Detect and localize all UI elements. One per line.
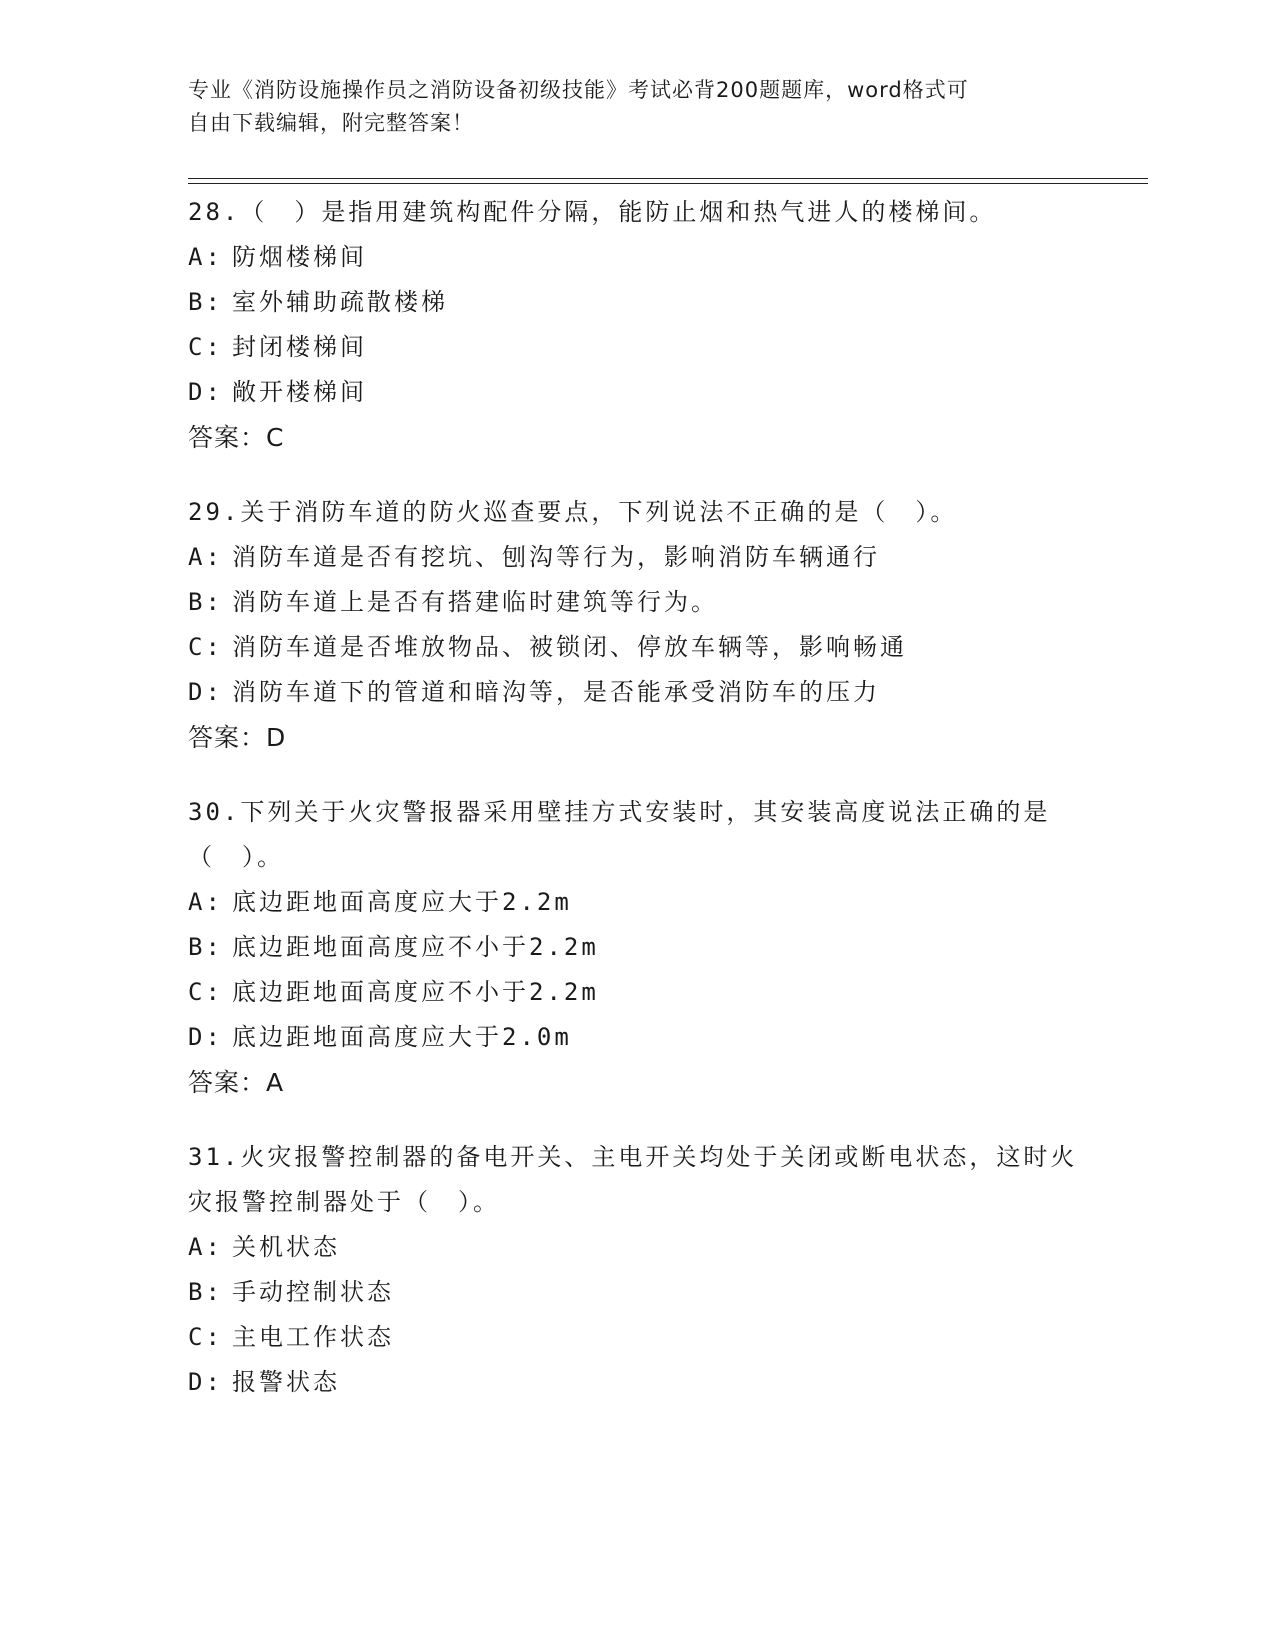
- option-text: 报警状态: [232, 1368, 340, 1396]
- option-a: [188, 235, 1088, 280]
- option-c: [188, 625, 1088, 670]
- option-key: C:: [188, 1323, 223, 1351]
- question-stem: 28.（ ）是指用建筑构配件分隔，能防止烟和热气进人的楼梯间。: [188, 198, 997, 226]
- option-c: [188, 970, 1088, 1015]
- option-text: 敞开楼梯间: [232, 378, 367, 406]
- option-key: A:: [188, 543, 223, 571]
- question-stem: 30.下列关于火灾警报器采用壁挂方式安装时，其安装高度说法正确的是（ ）。: [188, 798, 1051, 871]
- option-text: 室外辅助疏散楼梯: [232, 288, 448, 316]
- option-key: B:: [188, 588, 223, 616]
- question-29: [188, 490, 1088, 760]
- option-a: [188, 535, 1088, 580]
- option-text: 消防车道是否有挖坑、刨沟等行为，影响消防车辆通行: [232, 543, 880, 571]
- option-text: 底边距地面高度应大于2.0m: [232, 1023, 572, 1051]
- question-28: [188, 190, 1088, 460]
- option-b: [188, 925, 1088, 970]
- option-d: [188, 1360, 1088, 1405]
- option-b: [188, 1270, 1088, 1315]
- option-key: C:: [188, 333, 223, 361]
- header-line-2: 自由下载编辑，附完整答案！: [188, 111, 474, 135]
- option-key: D:: [188, 378, 223, 406]
- option-text: 防烟楼梯间: [232, 243, 367, 271]
- answer-line: 答案：A: [188, 1068, 285, 1097]
- option-a: [188, 880, 1088, 925]
- option-key: D:: [188, 1368, 223, 1396]
- document-header: [188, 74, 1068, 140]
- question-stem: 31.火灾报警控制器的备电开关、主电开关均处于关闭或断电状态，这时火灾报警控制器处于（ ）。: [188, 1143, 1078, 1216]
- option-b: [188, 580, 1088, 625]
- option-key: B:: [188, 933, 223, 961]
- option-key: B:: [188, 1278, 223, 1306]
- option-key: A:: [188, 1233, 223, 1261]
- option-key: D:: [188, 678, 223, 706]
- question-30: [188, 790, 1088, 1105]
- option-text: 底边距地面高度应大于2.2m: [232, 888, 572, 916]
- option-key: A:: [188, 243, 223, 271]
- option-a: [188, 1225, 1088, 1270]
- question-31: [188, 1135, 1088, 1405]
- option-text: 消防车道是否堆放物品、被锁闭、停放车辆等，影响畅通: [232, 633, 907, 661]
- option-key: B:: [188, 288, 223, 316]
- option-d: [188, 370, 1088, 415]
- question-list: [188, 190, 1088, 1435]
- option-key: A:: [188, 888, 223, 916]
- option-c: [188, 1315, 1088, 1360]
- option-d: [188, 1015, 1088, 1060]
- option-text: 关机状态: [232, 1233, 340, 1261]
- option-text: 封闭楼梯间: [232, 333, 367, 361]
- option-text: 底边距地面高度应不小于2.2m: [232, 978, 599, 1006]
- option-text: 消防车道上是否有搭建临时建筑等行为。: [232, 588, 718, 616]
- answer-line: 答案：C: [188, 423, 285, 452]
- option-b: [188, 280, 1088, 325]
- option-d: [188, 670, 1088, 715]
- option-c: [188, 325, 1088, 370]
- option-text: 主电工作状态: [232, 1323, 394, 1351]
- option-text: 消防车道下的管道和暗沟等，是否能承受消防车的压力: [232, 678, 880, 706]
- answer-line: 答案：D: [188, 723, 287, 752]
- option-key: C:: [188, 978, 223, 1006]
- question-stem: 29.关于消防车道的防火巡查要点，下列说法不正确的是（ ）。: [188, 498, 958, 526]
- option-text: 手动控制状态: [232, 1278, 394, 1306]
- option-text: 底边距地面高度应不小于2.2m: [232, 933, 599, 961]
- header-line-1: 专业《消防设施操作员之消防设备初级技能》考试必背200题题库，word格式可: [188, 78, 969, 102]
- option-key: C:: [188, 633, 223, 661]
- header-divider: [188, 178, 1148, 184]
- option-key: D:: [188, 1023, 223, 1051]
